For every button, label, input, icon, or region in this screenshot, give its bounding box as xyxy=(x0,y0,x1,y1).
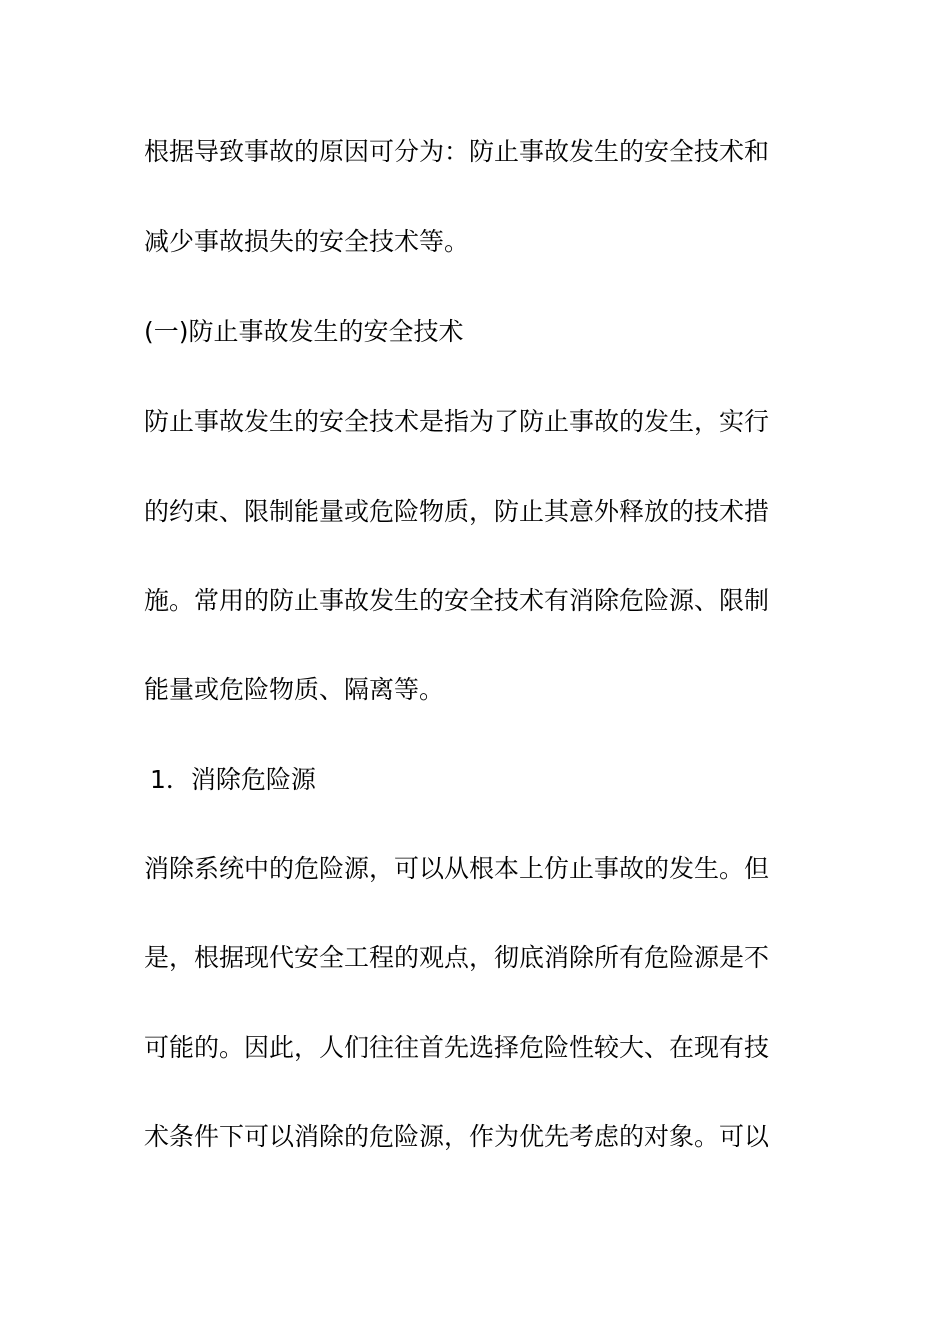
subsection-heading: 1．消除危险源 xyxy=(150,765,316,794)
paragraph-line: 减少事故损失的安全技术等。 xyxy=(144,227,470,256)
section-heading: (一)防止事故发生的安全技术 xyxy=(144,317,464,346)
paragraph-line: 可能的。因此，人们往往首先选择危险性较大、在现有技 xyxy=(144,1033,770,1062)
paragraph-line: 是，根据现代安全工程的观点，彻底消除所有危险源是不 xyxy=(144,943,770,972)
paragraph-line: 消除系统中的危险源，可以从根本上仿止事故的发生。但 xyxy=(144,854,770,883)
paragraph-line: 施。常用的防止事故发生的安全技术有消除危险源、限制 xyxy=(144,586,770,615)
paragraph-line: 的约束、限制能量或危险物质，防止其意外释放的技术措 xyxy=(144,497,770,526)
paragraph-line: 防止事故发生的安全技术是指为了防止事故的发生，实行 xyxy=(144,407,770,436)
paragraph-line: 能量或危险物质、隔离等。 xyxy=(144,675,445,704)
paragraph-line: 根据导致事故的原因可分为：防止事故发生的安全技术和 xyxy=(144,137,770,166)
paragraph-line: 术条件下可以消除的危险源，作为优先考虑的对象。可以 xyxy=(144,1122,770,1151)
